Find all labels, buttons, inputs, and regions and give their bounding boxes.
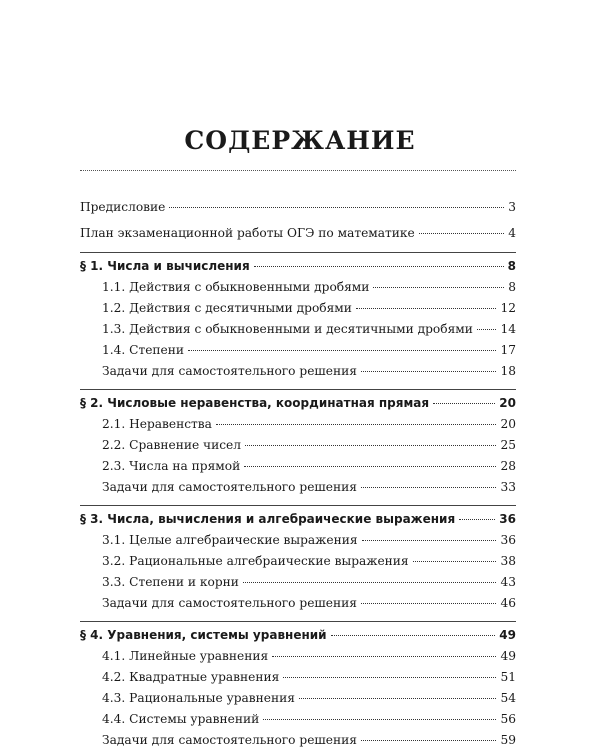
toc-page-number: 28 (500, 459, 516, 473)
toc-subsection-entry[interactable] (80, 322, 516, 343)
toc-section-heading[interactable] (80, 628, 516, 649)
toc-subsection-entry[interactable] (80, 417, 516, 438)
toc-entry-label: 2.2. Сравнение чисел (102, 438, 242, 452)
toc-page-number: 59 (500, 733, 516, 747)
toc-page-number: 12 (500, 301, 516, 315)
toc-page-number: 51 (500, 670, 516, 684)
dot-leader (263, 719, 496, 720)
toc-entry-label: 4.2. Квадратные уравнения (102, 670, 280, 684)
toc-page-number: 20 (499, 396, 516, 410)
dot-leader (362, 540, 497, 541)
toc-entry-label: 2.3. Числа на прямой (102, 459, 241, 473)
toc-subsection-entry[interactable] (80, 554, 516, 575)
toc-front-entry[interactable] (80, 226, 516, 247)
toc-subsection-entry[interactable] (80, 343, 516, 364)
toc-subsection-entry[interactable] (80, 280, 516, 301)
toc-page-number: 14 (500, 322, 516, 336)
toc-page-number: 17 (500, 343, 516, 357)
toc-subsection-entry[interactable] (80, 670, 516, 691)
toc-page-number: 49 (499, 628, 516, 642)
dot-leader (361, 371, 497, 372)
toc-page-number: 8 (507, 259, 516, 273)
toc-page-number: 43 (500, 575, 516, 589)
section-divider (80, 389, 516, 390)
section-divider (80, 252, 516, 253)
toc-subsection-entry[interactable] (80, 533, 516, 554)
dot-leader (272, 656, 496, 657)
toc-entry-label: Задачи для самостоятельного решения (102, 364, 357, 378)
dot-leader (361, 487, 497, 488)
toc-subsection-entry[interactable] (80, 480, 516, 501)
toc-entry-label: 4.3. Рациональные уравнения (102, 691, 295, 705)
toc-section-heading[interactable] (80, 259, 516, 280)
toc-entry-label: План экзаменационной работы ОГЭ по математике (80, 226, 415, 240)
toc-page-number: 38 (500, 554, 516, 568)
dot-leader (254, 266, 504, 267)
toc-entry-label: 3.3. Степени и корни (102, 575, 239, 589)
title-dotted-divider (80, 170, 516, 171)
toc-front-entry[interactable] (80, 200, 516, 221)
toc-entry-label: Предисловие (80, 200, 166, 214)
toc-entry-label: Задачи для самостоятельного решения (102, 480, 357, 494)
page-title: СОДЕРЖАНИЕ (184, 126, 416, 155)
dot-leader (245, 445, 496, 446)
dot-leader (243, 582, 497, 583)
toc-page-number: 4 (508, 226, 516, 240)
toc-entry-label: 3.1. Целые алгебраические выражения (102, 533, 358, 547)
section-divider (80, 621, 516, 622)
dot-leader (244, 466, 496, 467)
toc-page-number: 46 (500, 596, 516, 610)
toc-entry-label: § 3. Числа, вычисления и алгебраические выражения (80, 512, 456, 526)
toc-page-number: 36 (499, 512, 516, 526)
toc-entry-label: § 1. Числа и вычисления (80, 259, 250, 273)
dot-leader (419, 233, 504, 234)
toc-entry-label: 4.4. Системы уравнений (102, 712, 260, 726)
toc-page-number: 18 (500, 364, 516, 378)
toc-entry-label: 3.2. Рациональные алгебраические выражения (102, 554, 409, 568)
dot-leader (299, 698, 497, 699)
toc-entry-label: 4.1. Линейные уравнения (102, 649, 269, 663)
dot-leader (373, 287, 504, 288)
dot-leader (331, 635, 496, 636)
dot-leader (413, 561, 497, 562)
dot-leader (356, 308, 497, 309)
toc-section-heading[interactable] (80, 396, 516, 417)
toc-entry-label: 1.4. Степени (102, 343, 184, 357)
dot-leader (361, 603, 497, 604)
toc-entry-label: § 2. Числовые неравенства, координатная прямая (80, 396, 430, 410)
toc-section-heading[interactable] (80, 512, 516, 533)
toc-page-number: 33 (500, 480, 516, 494)
toc-page-number: 36 (500, 533, 516, 547)
toc-entry-label: Задачи для самостоятельного решения (102, 596, 357, 610)
toc-entry-label: 2.1. Неравенства (102, 417, 212, 431)
toc-subsection-entry[interactable] (80, 438, 516, 459)
dot-leader (169, 207, 504, 208)
toc-entry-label: Задачи для самостоятельного решения (102, 733, 357, 747)
dot-leader (459, 519, 495, 520)
toc-subsection-entry[interactable] (80, 691, 516, 712)
toc-page-number: 3 (508, 200, 516, 214)
table-of-contents (80, 200, 516, 754)
toc-subsection-entry[interactable] (80, 649, 516, 670)
toc-subsection-entry[interactable] (80, 459, 516, 480)
dot-leader (216, 424, 497, 425)
toc-subsection-entry[interactable] (80, 596, 516, 617)
toc-subsection-entry[interactable] (80, 364, 516, 385)
toc-entry-label: 1.2. Действия с десятичными дробями (102, 301, 352, 315)
toc-page-number: 8 (508, 280, 516, 294)
toc-entry-label: § 4. Уравнения, системы уравнений (80, 628, 327, 642)
dot-leader (477, 329, 497, 330)
toc-subsection-entry[interactable] (80, 575, 516, 596)
toc-page-number: 49 (500, 649, 516, 663)
section-divider (80, 505, 516, 506)
toc-subsection-entry[interactable] (80, 733, 516, 754)
toc-page-number: 56 (500, 712, 516, 726)
dot-leader (433, 403, 495, 404)
toc-subsection-entry[interactable] (80, 712, 516, 733)
toc-subsection-entry[interactable] (80, 301, 516, 322)
dot-leader (361, 740, 497, 741)
dot-leader (188, 350, 496, 351)
toc-entry-label: 1.1. Действия с обыкновенными дробями (102, 280, 370, 294)
toc-page-number: 25 (500, 438, 516, 452)
toc-entry-label: 1.3. Действия с обыкновенными и десятичными дробями (102, 322, 473, 336)
toc-page-number: 20 (500, 417, 516, 431)
toc-page-number: 54 (500, 691, 516, 705)
dot-leader (283, 677, 496, 678)
